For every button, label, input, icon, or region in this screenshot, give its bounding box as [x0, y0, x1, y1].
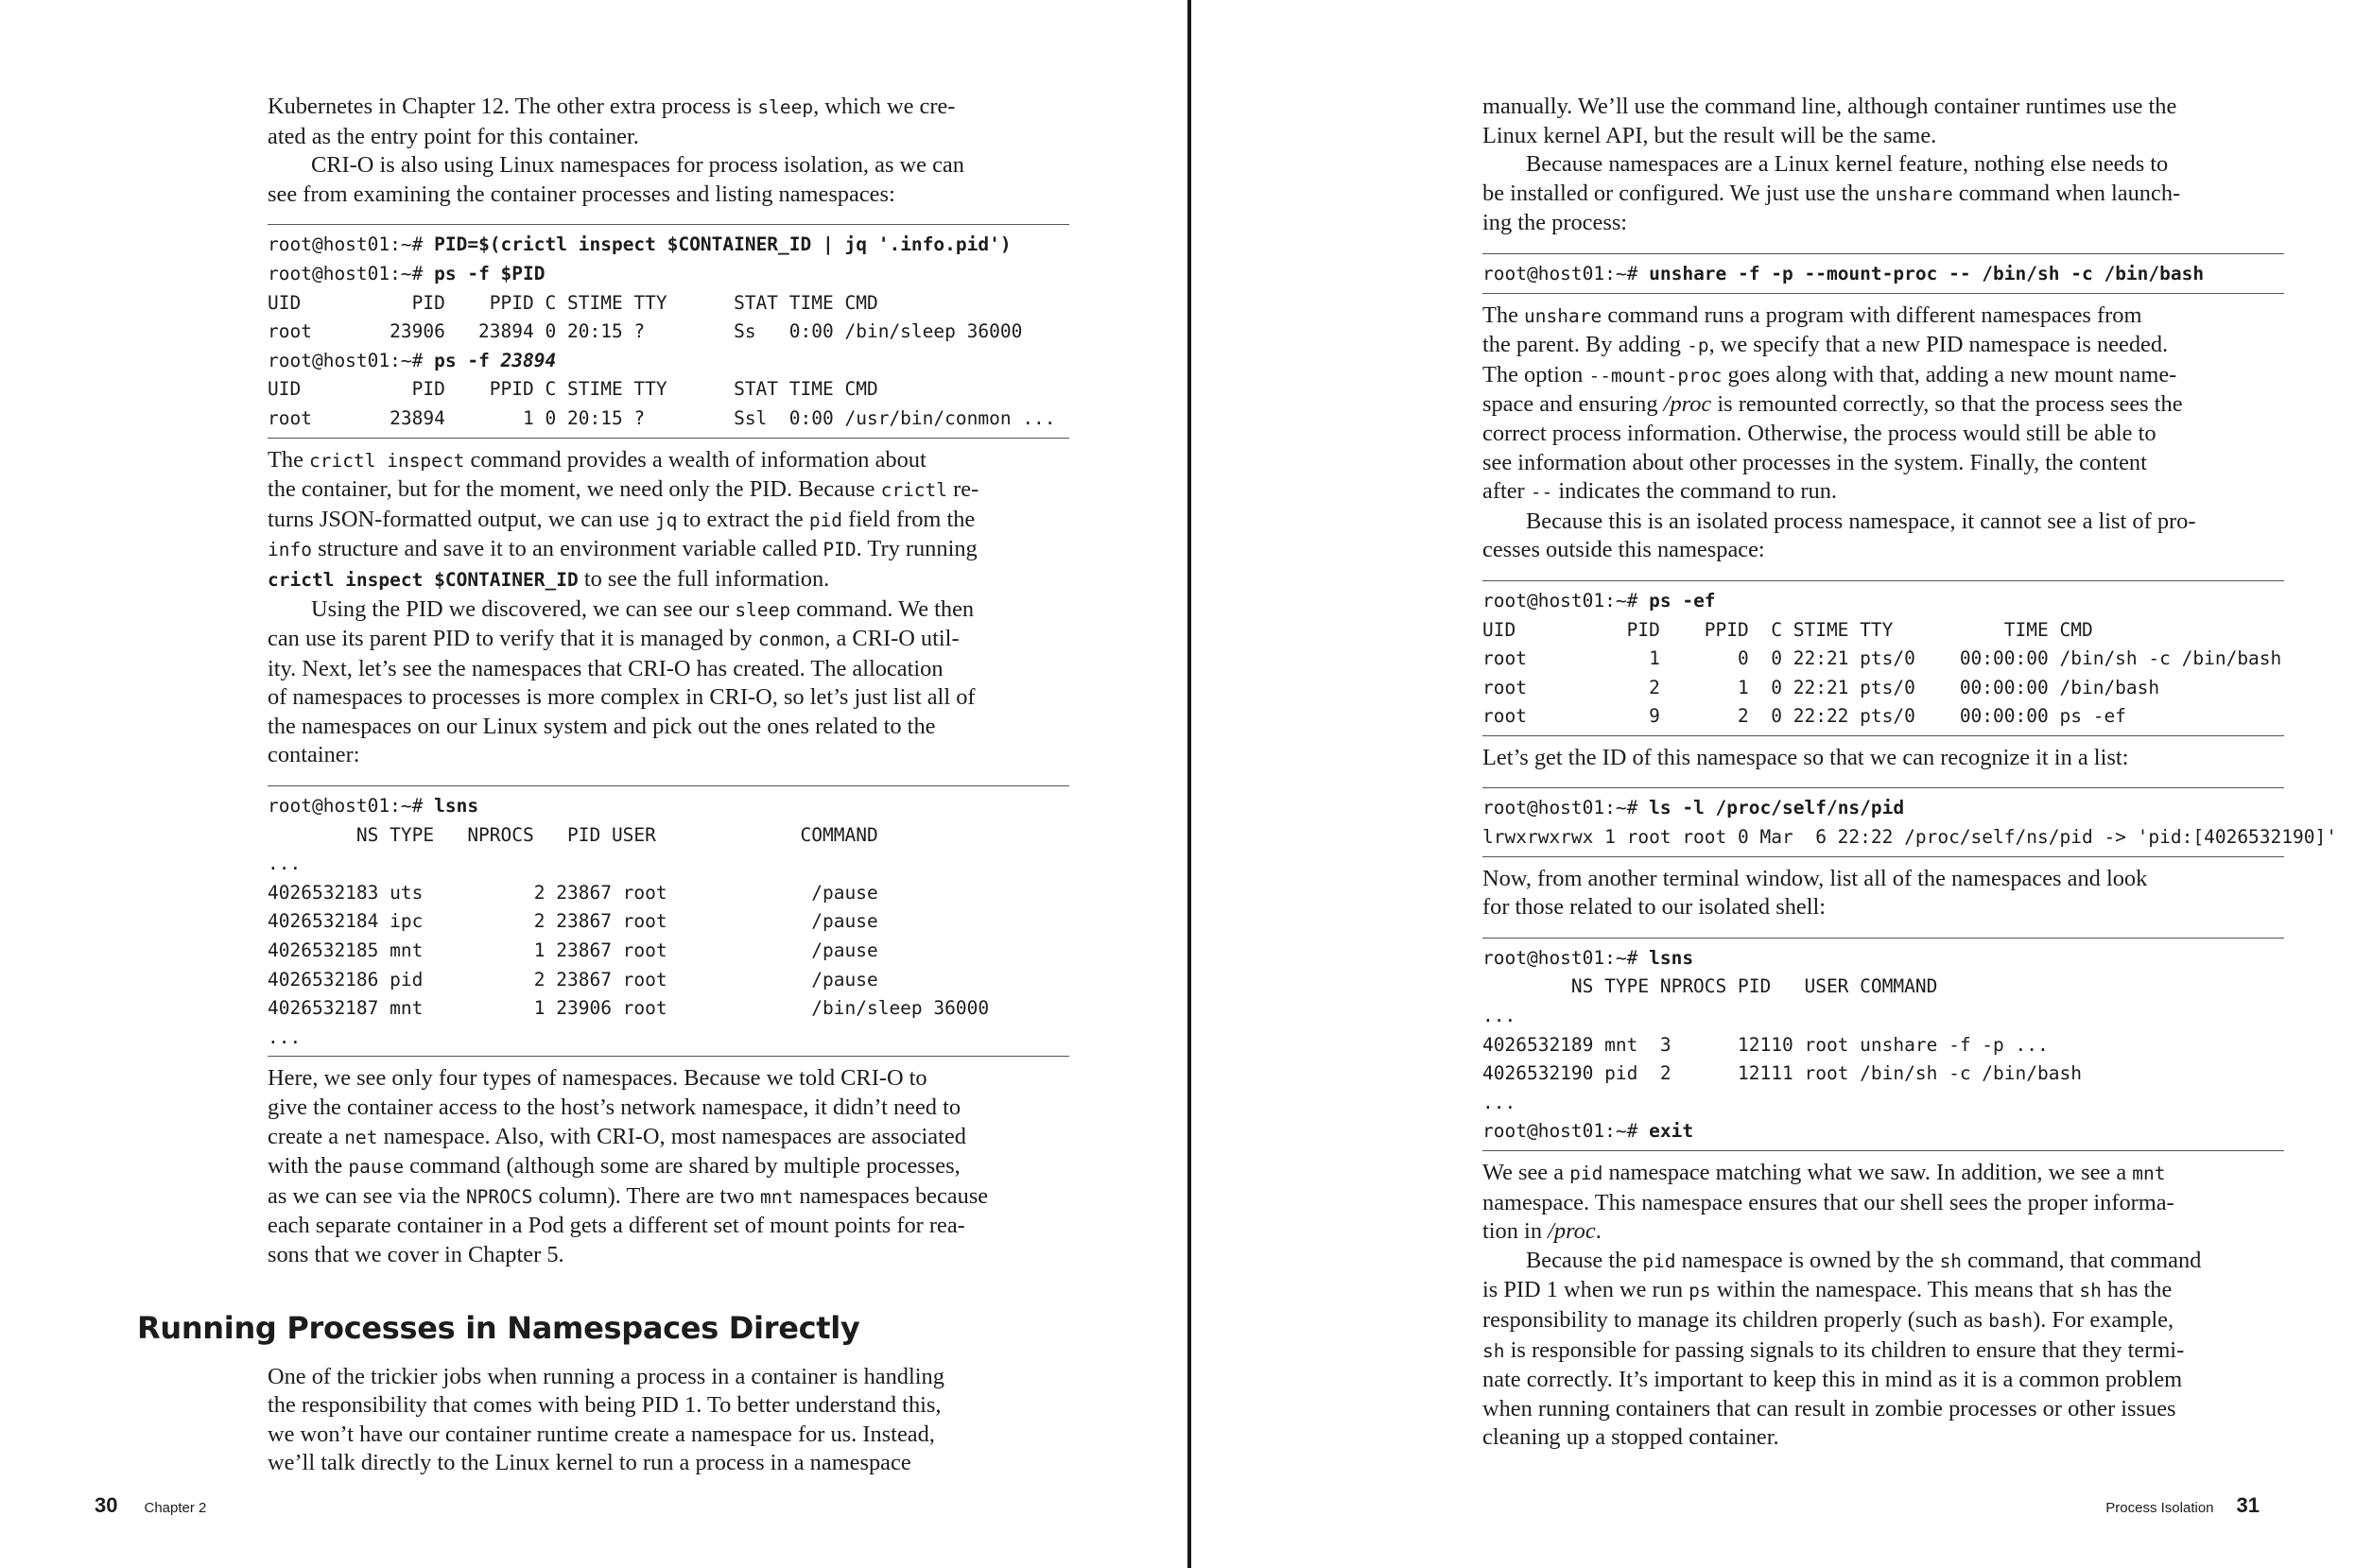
paragraph: Here, we see only four types of namespaces. Because we told CRI-O to give the container access to the host’s network namespace, it didn’t need to create a net namespace. Also, with CRI-O, most namespaces are associated with the pause command (although some are shared by multiple processes, as we can see via the NPROCS column). There are two mnt namespaces because each separate container in a Pod gets a different set of mount points for rea- sons that we cover in Chapter 5.	[268, 1065, 989, 1267]
code-line: 4026532184 ipc 2 23867 root /pause	[268, 910, 878, 933]
inline-code: pid	[1642, 1249, 1676, 1272]
typed-command: ls -l /proc/self/ns/pid	[1649, 797, 1905, 819]
inline-code: pid	[808, 508, 843, 531]
inline-code: --	[1530, 481, 1553, 504]
inline-code: --mount-proc	[1588, 364, 1723, 387]
code-line: UID PID PPID C STIME TTY TIME CMD	[1482, 618, 2093, 641]
code-line: ...	[268, 1025, 302, 1048]
inline-code: info	[268, 539, 312, 561]
inline-code: unshare	[1875, 182, 1953, 205]
left-paragraph-group-4	[268, 1363, 1069, 1478]
paragraph: Because namespaces are a Linux kernel feature, nothing else needs to be installed or configured. We just use the unshare command when launch- ing the process:	[1482, 151, 2181, 236]
inline-command: crictl inspect $CONTAINER_ID	[268, 568, 579, 591]
code-line: root@host01:~# lsns	[1482, 946, 1694, 969]
paragraph: Because this is an isolated process namespace, it cannot see a list of pro- cesses outside this namespace:	[1482, 508, 2196, 563]
inline-code: pause	[348, 1156, 405, 1179]
right-paragraph-group-4	[1482, 865, 2284, 922]
section-heading: Running Processes in Namespaces Directly	[137, 1309, 860, 1346]
code-line: 4026532189 mnt 3 12110 root unshare -f -p ...	[1482, 1033, 2049, 1056]
code-line: UID PID PPID C STIME TTY STAT TIME CMD	[268, 378, 878, 401]
typed-argument: 23894	[500, 349, 557, 371]
right-paragraph-group-5	[1482, 1159, 2284, 1453]
code-line: root 23894 1 0 20:15 ? Ssl 0:00 /usr/bin/conmon ...	[268, 406, 1056, 429]
code-line: root 1 0 0 22:21 pts/0 00:00:00 /bin/sh -c /bin/bash	[1482, 647, 2282, 670]
inline-code: sleep	[735, 598, 791, 621]
paragraph: Now, from another terminal window, list all of the namespaces and look for those related to our isolated shell:	[1482, 865, 2148, 921]
inline-code: jq	[654, 508, 678, 531]
code-block-lsns-crio	[268, 785, 1069, 1057]
code-line: 4026532186 pid 2 23867 root /pause	[268, 968, 878, 991]
page-number: 30	[95, 1493, 118, 1517]
code-line: 4026532185 mnt 1 23867 root /pause	[268, 939, 878, 962]
inline-code: conmon	[757, 629, 825, 651]
typed-command: ps -f	[434, 349, 501, 371]
inline-code: crictl inspect	[309, 449, 465, 472]
code-block-unshare	[1482, 253, 2284, 294]
typed-command: ps -f $PID	[434, 262, 546, 284]
inline-code: ps	[1689, 1280, 1711, 1302]
typed-command: PID=$(crictl inspect $CONTAINER_ID | jq '.info.pid')	[434, 233, 1012, 256]
inline-code: bash	[1988, 1309, 2034, 1332]
right-paragraph-group-3	[1482, 744, 2284, 773]
paragraph: CRI-O is also using Linux namespaces for process isolation, as we can see from examining the container processes and listing namespaces:	[268, 152, 964, 207]
code-line: NS TYPE NPROCS PID USER COMMAND	[268, 823, 878, 846]
inline-code: sh	[1482, 1339, 1505, 1362]
typed-command: lsns	[434, 795, 479, 818]
paragraph: Let’s get the ID of this namespace so that we can recognize it in a list:	[1482, 744, 2129, 770]
code-line: 4026532183 uts 2 23867 root /pause	[268, 881, 878, 904]
code-line: 4026532187 mnt 1 23906 root /bin/sleep 36000	[268, 997, 990, 1020]
right-paragraph-group-1	[1482, 93, 2284, 238]
right-page	[1192, 0, 2373, 1568]
inline-code: PID	[823, 539, 857, 561]
page-number: 31	[2236, 1493, 2260, 1517]
code-line: lrwxrwxrwx 1 root root 0 Mar 6 22:22 /proc/self/ns/pid -> 'pid:[4026532190]'	[1482, 826, 2337, 849]
code-line: ...	[268, 853, 302, 875]
left-paragraph-group-1	[268, 93, 1069, 209]
typed-command: unshare -f -p --mount-proc -- /bin/sh -c /bin/bash	[1649, 262, 2205, 284]
inline-code: unshare	[1524, 304, 1602, 327]
code-line: ...	[1482, 1005, 1516, 1027]
inline-code: sleep	[757, 96, 814, 118]
inline-code: net	[344, 1126, 378, 1148]
left-paragraph-group-3	[268, 1064, 1069, 1269]
typed-command: ps -ef	[1649, 589, 1716, 612]
typed-command: lsns	[1649, 946, 1694, 969]
code-block-ps-ef	[1482, 580, 2284, 736]
inline-path: /proc	[1548, 1218, 1596, 1245]
code-line: root@host01:~# ps -f $PID	[268, 262, 546, 284]
code-line: root@host01:~# lsns	[268, 795, 479, 818]
left-text-column	[137, 93, 1069, 1478]
paragraph: The crictl inspect command provides a wealth of information about the container, but for the moment, we need only the PID. Because crictl re- turns JSON-formatted output, we can use jq to extract the pid field from the info structure and save it to an environment variable called PID. Try running crictl inspect $CONTAINER_ID to see the full information.	[268, 446, 979, 592]
code-line: root 9 2 0 22:22 pts/0 00:00:00 ps -ef	[1482, 705, 2126, 728]
code-block-ls-proc	[1482, 787, 2337, 856]
inline-code: sh	[2079, 1280, 2102, 1302]
code-line: root 2 1 0 22:21 pts/0 00:00:00 /bin/bash	[1482, 676, 2160, 698]
code-line: 4026532190 pid 2 12111 root /bin/sh -c /bin/bash	[1482, 1062, 2082, 1085]
running-head: Chapter 2	[144, 1500, 207, 1516]
inline-path: /proc	[1663, 391, 1712, 418]
right-folio	[2105, 1493, 2260, 1518]
code-line: root@host01:~# ls -l /proc/self/ns/pid	[1482, 797, 1905, 819]
right-paragraph-group-2	[1482, 302, 2284, 565]
inline-code: pid	[1569, 1163, 1603, 1184]
code-line: root@host01:~# exit	[1482, 1120, 1694, 1143]
paragraph: One of the trickier jobs when running a process in a container is handling the responsibility that comes with being PID 1. To better understand this, we won’t have our container runtime create a namespace for us. Instead, we’ll talk directly to the Linux kernel to run a process in a namespace	[268, 1363, 944, 1476]
code-line: root@host01:~# PID=$(crictl inspect $CONTAINER_ID | jq '.info.pid')	[268, 233, 1012, 256]
code-line: root@host01:~# ps -f 23894	[268, 349, 557, 371]
code-block-crictl-inspect	[268, 224, 1069, 438]
code-line: root@host01:~# ps -ef	[1482, 589, 1716, 612]
inline-code: mnt	[2132, 1163, 2166, 1184]
code-block-lsns-isolated	[1482, 938, 2284, 1151]
paragraph: Because the pid namespace is owned by the sh command, that command is PID 1 when we run ps within the namespace. This means that sh has the responsibility to manage its children properly (such as bash). For example, sh is responsible for passing signals to its children to ensure that they termi- nate correctly. It’s important to keep this in mind as it is a common problem when running containers that can result in zombie processes or other issues cleaning up a stopped container.	[1482, 1247, 2202, 1451]
book-spine-divider	[1187, 0, 1191, 1568]
paragraph: Using the PID we discovered, we can see our sleep command. We then can use its parent PID to verify that it is managed by conmon, a CRI-O util- ity. Next, let’s see the namespaces that CRI-O has created. The allocation of namespaces to processes is more complex in CRI-O, so let’s just list all of the namespaces on our Linux system and pick out the ones related to the container:	[268, 595, 976, 768]
typed-command: exit	[1649, 1120, 1694, 1143]
paragraph: The unshare command runs a program with different namespaces from the parent. By adding -p, we specify that a new PID namespace is needed. The option --mount-proc goes along with that, adding a new mount name- space and ensuring /proc is remounted correctly, so that the process sees the correct process information. Otherwise, the process would still be able to see information about other processes in the system. Finally, the content after -- indicates the command to run.	[1482, 302, 2183, 505]
left-folio	[95, 1493, 206, 1518]
inline-code: NPROCS	[465, 1185, 533, 1208]
inline-code: mnt	[760, 1185, 794, 1208]
running-head: Process Isolation	[2105, 1500, 2214, 1516]
code-line: ...	[1482, 1091, 1516, 1113]
paragraph: We see a pid namespace matching what we saw. In addition, we see a mnt namespace. This namespace ensures that our shell sees the proper informa- tion in /proc.	[1482, 1160, 2174, 1245]
paragraph: manually. We’ll use the command line, although container runtimes use the Linux kernel API, but the result will be the same.	[1482, 94, 2177, 148]
right-text-column	[1482, 93, 2337, 1453]
inline-code: crictl	[880, 479, 948, 502]
code-line: root@host01:~# unshare -f -p --mount-proc -- /bin/sh -c /bin/bash	[1482, 262, 2205, 284]
code-line: NS TYPE NPROCS PID USER COMMAND	[1482, 975, 1938, 998]
code-line: root 23906 23894 0 20:15 ? Ss 0:00 /bin/sleep 36000	[268, 320, 1023, 343]
inline-code: -p	[1687, 335, 1709, 357]
inline-code: sh	[1939, 1249, 1963, 1272]
paragraph: Kubernetes in Chapter 12. The other extra process is sleep, which we cre- ated as the entry point for this container.	[268, 94, 956, 149]
code-line: UID PID PPID C STIME TTY STAT TIME CMD	[268, 291, 878, 314]
left-paragraph-group-2	[268, 446, 1069, 771]
